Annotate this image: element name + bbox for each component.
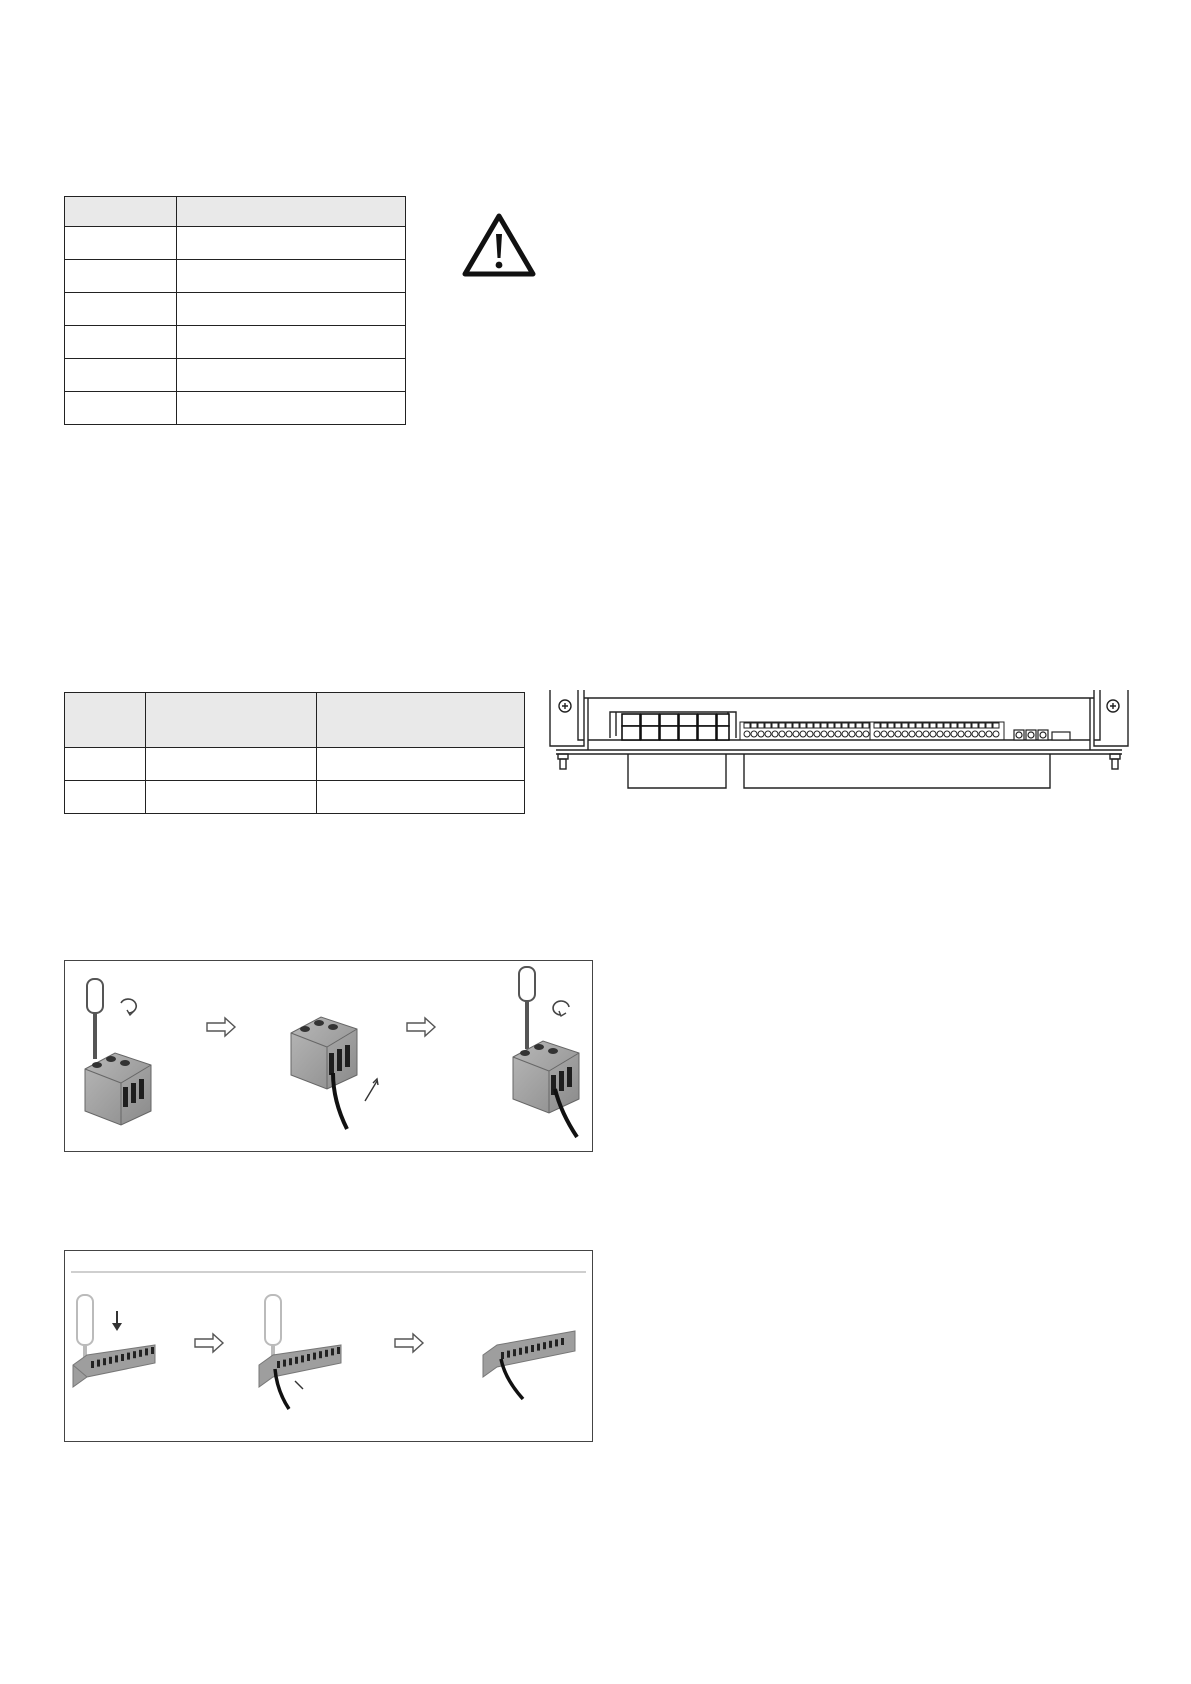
- wired-terminal-icon: [483, 1331, 575, 1399]
- terminal-contact: [507, 1351, 510, 1358]
- terminal-contact: [814, 731, 820, 737]
- warning-triangle-icon: [462, 212, 536, 278]
- terminal-contact: [863, 731, 869, 737]
- terminal-contact: [895, 723, 901, 728]
- terminal-contact: [842, 731, 848, 737]
- terminal-contact: [965, 723, 971, 728]
- terminal-spec-table: [64, 196, 406, 425]
- table-row: [65, 781, 525, 814]
- terminal-contact: [145, 1348, 148, 1355]
- table-header-cell: [65, 197, 177, 227]
- table-row: [65, 227, 406, 260]
- terminal-contact: [151, 1347, 154, 1354]
- terminal-contact: [849, 723, 855, 728]
- terminal-contact: [121, 1354, 124, 1361]
- terminal-contact: [531, 1345, 534, 1352]
- terminal-contact: [283, 1360, 286, 1367]
- terminal-contact: [807, 731, 813, 737]
- terminal-contact: [972, 731, 978, 737]
- table-row: [65, 326, 406, 359]
- arrow-right-icon: [207, 1018, 235, 1036]
- screwdriver-tighten-icon: [513, 967, 579, 1137]
- terminal-contact: [937, 731, 943, 737]
- terminal-contact: [881, 723, 887, 728]
- wire-insert-icon: [259, 1295, 341, 1409]
- terminal-contact: [139, 1350, 142, 1357]
- terminal-contact: [979, 731, 985, 737]
- terminal-contact: [537, 1344, 540, 1351]
- terminal-contact: [902, 723, 908, 728]
- terminal-board-diagram: [548, 688, 1130, 792]
- table-header-cell: [65, 693, 146, 748]
- screw-terminal-steps-panel: [64, 960, 593, 1152]
- terminal-contact: [779, 723, 785, 728]
- terminal-contact: [951, 723, 957, 728]
- terminal-contact: [916, 723, 922, 728]
- terminal-contact: [793, 731, 799, 737]
- terminal-contact: [814, 723, 820, 728]
- terminal-contact: [856, 731, 862, 737]
- terminal-contact: [923, 731, 929, 737]
- terminal-contact: [993, 731, 999, 737]
- arrow-right-icon: [395, 1334, 423, 1352]
- table-row: [65, 359, 406, 392]
- terminal-contact: [115, 1355, 118, 1362]
- terminal-contact: [958, 731, 964, 737]
- terminal-contact: [313, 1353, 316, 1360]
- terminal-contact: [849, 731, 855, 737]
- terminal-contact: [828, 731, 834, 737]
- terminal-contact: [916, 731, 922, 737]
- terminal-contact: [800, 731, 806, 737]
- terminal-contact: [109, 1357, 112, 1364]
- wire-insert-icon: [291, 1017, 378, 1129]
- terminal-contact: [923, 723, 929, 728]
- terminal-contact: [993, 723, 999, 728]
- terminal-contact: [909, 731, 915, 737]
- table-row: [65, 392, 406, 425]
- terminal-contact: [835, 731, 841, 737]
- spring-terminal-steps-illustration: [65, 1251, 592, 1441]
- terminal-contact: [835, 723, 841, 728]
- terminal-contact: [800, 723, 806, 728]
- terminal-contact: [786, 723, 792, 728]
- terminal-contact: [561, 1338, 564, 1345]
- terminal-contact: [91, 1361, 94, 1368]
- terminal-contact: [881, 731, 887, 737]
- terminal-contact: [972, 723, 978, 728]
- terminal-contact: [133, 1351, 136, 1358]
- terminal-contact: [295, 1357, 298, 1364]
- terminal-contact: [525, 1346, 528, 1353]
- terminal-contact: [772, 723, 778, 728]
- terminal-contact: [874, 731, 880, 737]
- terminal-contact: [289, 1358, 292, 1365]
- terminal-contact: [549, 1341, 552, 1348]
- terminal-contact: [337, 1347, 340, 1354]
- terminal-contact: [828, 723, 834, 728]
- terminal-contact: [856, 723, 862, 728]
- terminal-contact: [979, 723, 985, 728]
- table-header-cell: [146, 693, 317, 748]
- table-row: [65, 748, 525, 781]
- terminal-contact: [842, 723, 848, 728]
- terminal-contact: [895, 731, 901, 737]
- terminal-contact: [97, 1360, 100, 1367]
- terminal-contact: [863, 723, 869, 728]
- terminal-contact: [793, 723, 799, 728]
- terminal-contact: [758, 731, 764, 737]
- terminal-contact: [765, 731, 771, 737]
- terminal-contact: [821, 723, 827, 728]
- terminal-contact: [965, 731, 971, 737]
- terminal-contact: [331, 1348, 334, 1355]
- terminal-contact: [986, 723, 992, 728]
- table-row: [65, 260, 406, 293]
- terminal-contact: [513, 1349, 516, 1356]
- terminal-contact: [930, 723, 936, 728]
- terminal-contact: [958, 723, 964, 728]
- terminal-contact: [986, 731, 992, 737]
- terminal-contact: [807, 723, 813, 728]
- terminal-contact: [127, 1353, 130, 1360]
- terminal-contact: [543, 1342, 546, 1349]
- terminal-contact: [501, 1352, 504, 1359]
- terminal-contact: [944, 723, 950, 728]
- arrow-right-icon: [407, 1018, 435, 1036]
- terminal-contact: [786, 731, 792, 737]
- table-row: [65, 293, 406, 326]
- terminal-contact: [744, 731, 750, 737]
- terminal-contact: [751, 723, 757, 728]
- terminal-contact: [930, 731, 936, 737]
- terminal-contact: [325, 1350, 328, 1357]
- terminal-contact: [301, 1355, 304, 1362]
- terminal-contact: [902, 731, 908, 737]
- terminal-contact: [888, 731, 894, 737]
- terminal-contact: [519, 1348, 522, 1355]
- terminal-contact: [779, 731, 785, 737]
- screw-terminal-steps-illustration: [65, 961, 592, 1151]
- terminal-contact: [103, 1358, 106, 1365]
- terminal-contact: [744, 723, 750, 728]
- terminal-contact: [937, 723, 943, 728]
- terminal-contact: [307, 1354, 310, 1361]
- terminal-contact: [944, 731, 950, 737]
- terminal-contact: [909, 723, 915, 728]
- spring-terminal-steps-panel: [64, 1250, 593, 1442]
- connection-table: [64, 692, 525, 814]
- screwdriver-loosen-icon: [85, 979, 151, 1125]
- terminal-contact: [888, 723, 894, 728]
- terminal-contact: [758, 723, 764, 728]
- terminal-contact: [821, 731, 827, 737]
- table-header-cell: [177, 197, 406, 227]
- press-release-icon: [73, 1295, 155, 1387]
- terminal-contact: [555, 1339, 558, 1346]
- terminal-contact: [765, 723, 771, 728]
- terminal-contact: [319, 1351, 322, 1358]
- terminal-contact: [277, 1361, 280, 1368]
- arrow-right-icon: [195, 1334, 223, 1352]
- terminal-contact: [751, 731, 757, 737]
- terminal-contact: [951, 731, 957, 737]
- terminal-contact: [772, 731, 778, 737]
- terminal-contact: [874, 723, 880, 728]
- table-header-cell: [317, 693, 525, 748]
